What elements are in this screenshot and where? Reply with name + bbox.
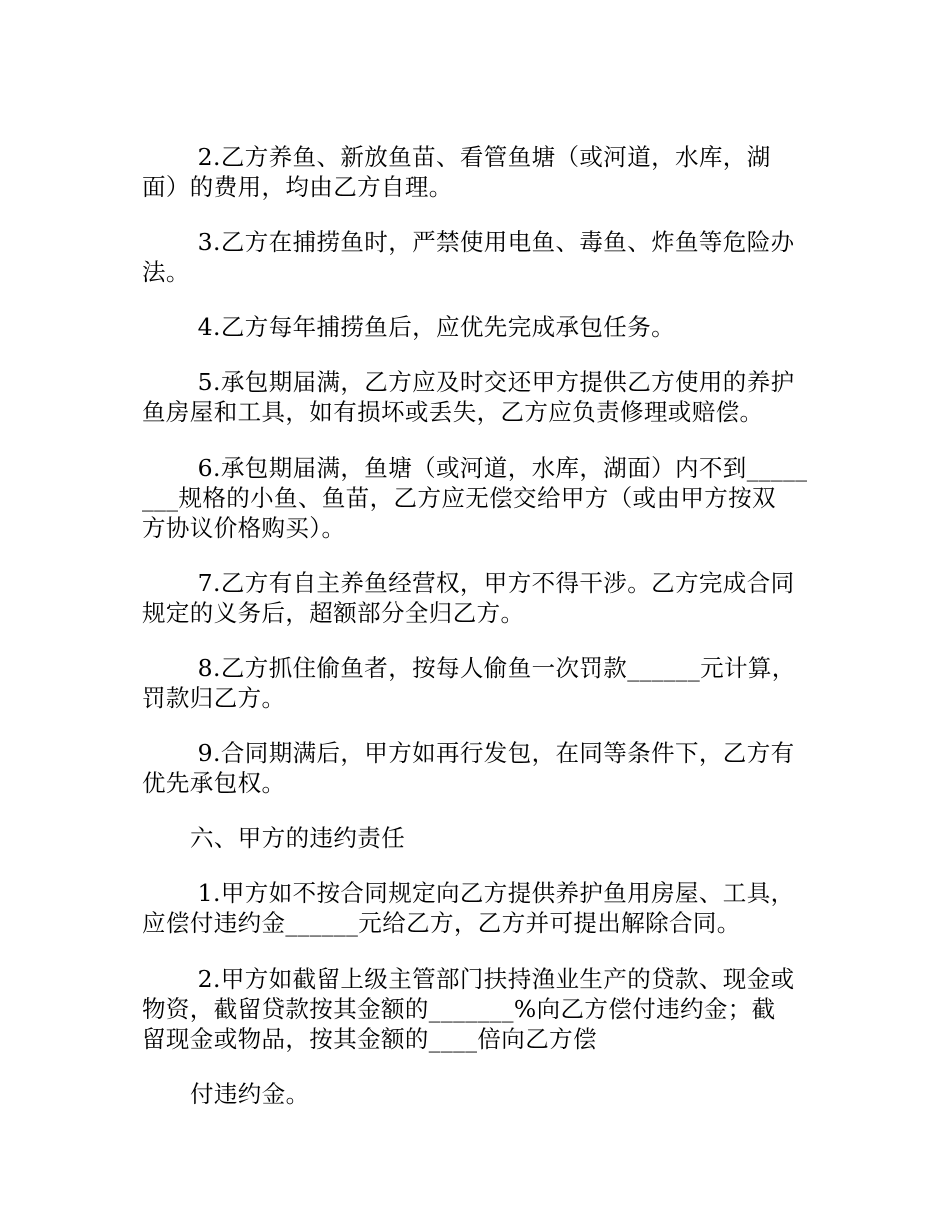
paragraph-line: 1.甲方如不按合同规定向乙方提供养护鱼用房屋、工具， [142, 879, 795, 907]
paragraph-line: 3.乙方在捕捞鱼时，严禁使用电鱼、毒鱼、炸鱼等危险办 [142, 228, 795, 256]
paragraph-line: 2.甲方如截留上级主管部门扶持渔业生产的贷款、现金或 [142, 965, 795, 993]
paragraph-line: 罚款归乙方。 [142, 684, 286, 712]
paragraph-line: 8.乙方抓住偷鱼者，按每人偷鱼一次罚款______元计算， [142, 654, 796, 682]
paragraph-line: 5.承包期届满，乙方应及时交还甲方提供乙方使用的养护 [142, 368, 795, 396]
paragraph-line: 面）的费用，均由乙方自理。 [142, 173, 453, 201]
paragraph-line: 4.乙方每年捕捞鱼后，应优先完成承包任务。 [142, 313, 675, 341]
paragraph-line: 6.承包期届满，鱼塘（或河道，水库，湖面）内不到_____ [142, 454, 808, 482]
paragraph-line: 方协议价格购买）。 [142, 514, 346, 542]
paragraph-line: 留现金或物品，按其金额的____倍向乙方偿 [142, 1025, 597, 1053]
paragraph-line: 规定的义务后，超额部分全归乙方。 [142, 599, 525, 627]
paragraph-line: 付违约金。 [190, 1080, 310, 1108]
paragraph-line: 法。 [142, 258, 190, 286]
paragraph-line: 2.乙方养鱼、新放鱼苗、看管鱼塘（或河道，水库，湖 [142, 143, 771, 171]
paragraph-line: 优先承包权。 [142, 769, 286, 797]
paragraph-line: ___规格的小鱼、鱼苗，乙方应无偿交给甲方（或由甲方按双 [142, 484, 776, 512]
paragraph-line: 物资，截留贷款按其金额的_______%向乙方偿付违约金；截 [142, 995, 776, 1023]
paragraph-line: 鱼房屋和工具，如有损坏或丢失，乙方应负责修理或赔偿。 [142, 398, 764, 426]
paragraph-line: 9.合同期满后，甲方如再行发包，在同等条件下，乙方有 [142, 739, 795, 767]
section-heading: 六、甲方的违约责任 [190, 824, 406, 852]
paragraph-line: 应偿付违约金______元给乙方，乙方并可提出解除合同。 [142, 909, 741, 937]
paragraph-line: 7.乙方有自主养鱼经营权，甲方不得干涉。乙方完成合同 [142, 569, 795, 597]
